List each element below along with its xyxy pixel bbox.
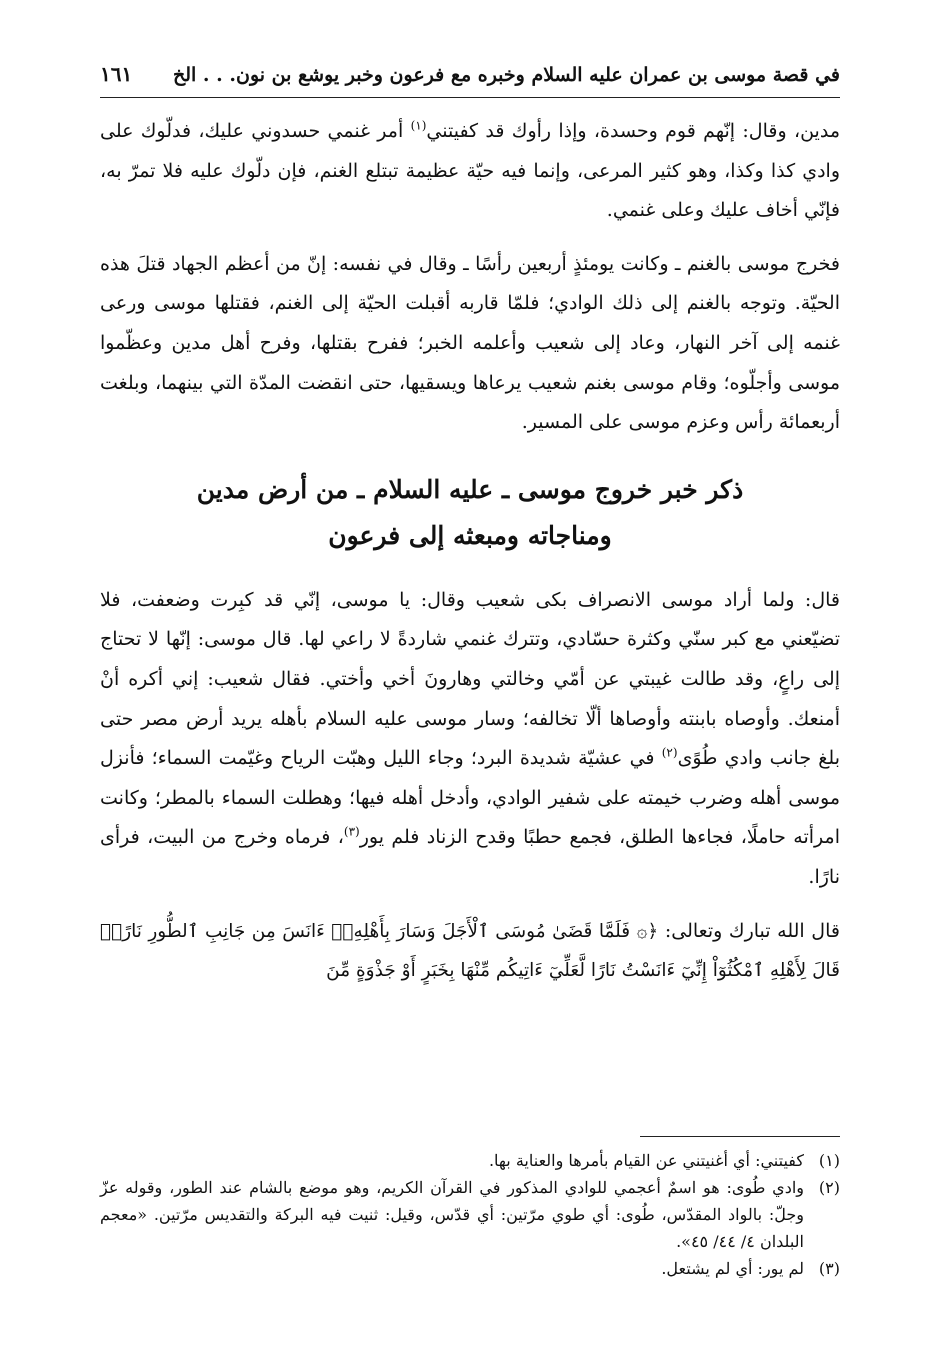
paragraph-1 — [100, 112, 840, 231]
paragraph-1-text-a: مدين، وقال: إنّهم قوم وحسدة، وإذا رأوك قد كفيتني — [426, 120, 840, 142]
quran-verse: ﴿۞ فَلَمَّا قَضَىٰ مُوسَى ٱلْأَجَلَ وَسَارَ بِأَهْلِهِۦٓ ءَانَسَ مِن جَانِبِ ٱلطُّورِ نَارًاۖ قَالَ لِأَهْلِهِ ٱمْكُثُوٓاْ إِنِّيٓ ءَانَسْتُ نَارًا لَّعَلِّيٓ ءَاتِيكُم مِّنْهَا بِخَبَرٍ أَوْ جَذْوَةٍ مِّنَ — [100, 920, 840, 982]
section-heading-line-1: ذكر خبر خروج موسى ـ عليه السلام ـ من أرض مدين — [196, 474, 744, 504]
quran-paragraph — [100, 912, 840, 991]
paragraph-3 — [100, 581, 840, 898]
paragraph-2: فخرج موسى بالغنم ـ وكانت يومئذٍ أربعين رأسًا ـ وقال في نفسه: إنّ من أعظم الجهاد قتلَ هذه الحيّة. وتوجه بالغنم إلى ذلك الوادي؛ فلمّا قاربه أقبلت الحيّة إلى الغنم، فقتلها موسى ورعى غنمه إلى آخر النهار، وعاد إلى شعيب وأعلمه الخبر؛ ففرح بقتلها، وفرح أهل مدين وعظّموا موسى وأجلّوه؛ وقام موسى بغنم شعيب يرعاها ويسقيها، حتى انقضت المدّة التي بينهما، وبلغت أربعمائة رأس وعزم موسى على المسير. — [100, 252, 840, 434]
footnote-ref-3[interactable]: (٣) — [343, 824, 360, 839]
footnote-ref-2[interactable]: (٢) — [661, 745, 678, 760]
paragraph-3-text-b: في عشيّة شديدة البرد؛ وجاء الليل وهبّت الرياح وغيّمت السماء؛ فأنزل موسى أهله وضرب خيمته على شفير الوادي، وأدخل أهله فيها؛ وهطلت السماء بالمطر؛ وكانت امرأته حاملًا، فجاءها الطلق، فجمع حطبًا وقدح الزناد فلم يور — [100, 747, 840, 849]
footnote-ref-1[interactable]: (١) — [410, 118, 427, 133]
paragraph-3-text-c: ، فرماه وخرج من البيت، فرأى نارًا. — [100, 826, 840, 888]
footnote-number: (٣) — [818, 1259, 840, 1278]
paragraph-3-text-a: قال: ولما أراد موسى الانصراف بكى شعيب وقال: يا موسى، إنّي قد كبِرت وضعفت، فلا تضيّعني مع كبر سنّي وكثرة حسّادي، وتترك غنمي شاردةً لا راعي لها. قال موسى: إنّها لا تحتاج إلى راعٍ، وقد طالت غيبتي عن أمّي وخالتي وهارونَ أخي وأختي. فقال شعيب: إني أكره أنْ أمنعك. وأوصاه بابنته وأوصاها ألّا تخالفه؛ وسار موسى عليه السلام بأهله يريد أرض مصر حتى بلغ جانب وادي طُوًى — [100, 588, 840, 770]
footnote-item — [100, 1255, 840, 1282]
section-heading-line-2: ومناجاته ومبعثه إلى فرعون — [328, 520, 612, 550]
footnote-text: لم يور: أي لم يشتعل. — [661, 1259, 804, 1278]
running-header — [100, 60, 840, 98]
footnotes — [100, 1136, 840, 1282]
footnote-item — [100, 1147, 840, 1174]
page-content — [100, 60, 840, 991]
footnote-number: (١) — [818, 1151, 840, 1170]
footnote-divider — [640, 1136, 840, 1137]
footnote-text: وادي طُوى: هو اسمٌ أعجمي للوادي المذكور في القرآن الكريم، وهو موضع بالشام عند الطور، وقوله عزّ وجلّ: بالواد المقدّس، طُوى: أي طوي مرّتين: أي قدّس، وقيل: ثنيت فيه البركة والتقديس مرّتين. «معجم البلدان ٤/ ٤٤/ ٤٥». — [100, 1178, 804, 1251]
footnote-item — [100, 1174, 840, 1255]
page-number: ١٦١ — [100, 62, 133, 86]
quran-intro: قال الله تبارك وتعالى: — [658, 919, 840, 942]
footnote-text: كفيتني: أي أغنيتني عن القيام بأمرها والعناية بها. — [488, 1151, 804, 1170]
footnote-number: (٢) — [818, 1178, 840, 1197]
paragraph-1-text-b: أمر غنمي حسدوني عليك، فدلّوك على وادي كذا وكذا، وهو كثير المرعى، وإنما فيه حيّة عظيمة تبتلع الغنم، فإن دلّوك عليه فلا تمرّ به، فإنّي أخاف عليك وعلى غنمي. — [100, 120, 841, 222]
header-title: في قصة موسى بن عمران عليه السلام وخبره مع فرعون وخبر يوشع بن نون. . . الخ — [172, 64, 840, 86]
section-heading — [100, 467, 840, 559]
